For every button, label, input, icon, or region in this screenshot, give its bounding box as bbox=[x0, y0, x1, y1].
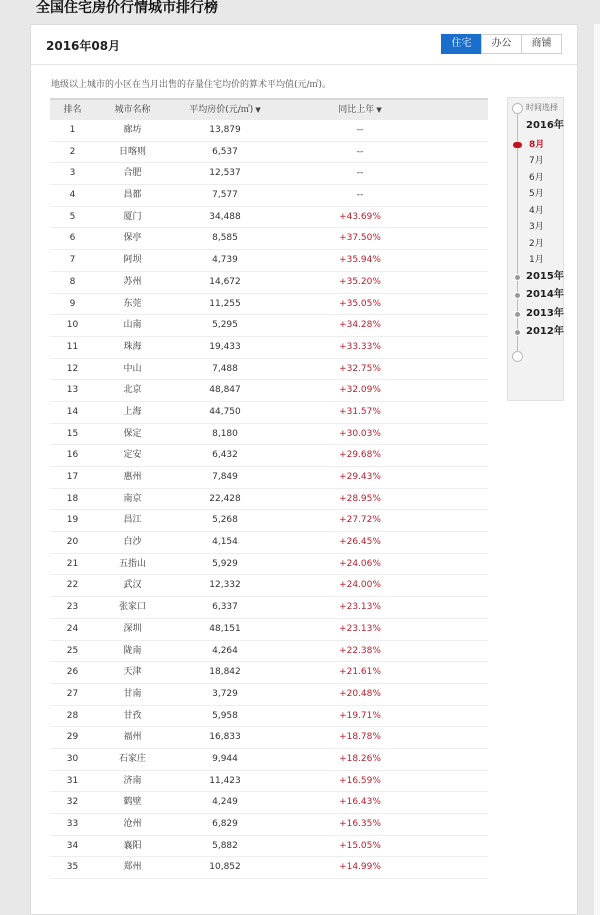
timeline-year[interactable] bbox=[508, 306, 565, 322]
timeline-month[interactable] bbox=[508, 170, 565, 186]
yoy-cell: +27.72% bbox=[339, 515, 381, 526]
timeline-label: 4月 bbox=[529, 205, 544, 216]
city-cell[interactable]: 保亭 bbox=[123, 233, 142, 244]
rank-cell: 20 bbox=[66, 537, 79, 548]
city-cell[interactable]: 甘南 bbox=[123, 688, 142, 699]
yoy-cell: +35.20% bbox=[339, 276, 381, 287]
price-cell: 7,577 bbox=[212, 190, 238, 201]
table-row bbox=[50, 554, 488, 576]
city-cell[interactable]: 郑州 bbox=[123, 862, 142, 873]
rank-cell: 21 bbox=[66, 558, 79, 569]
table-row bbox=[50, 228, 488, 250]
timeline-label: 1月 bbox=[529, 255, 544, 265]
table-row bbox=[50, 294, 488, 316]
price-cell: 16,833 bbox=[209, 732, 241, 743]
timeline-label: 8月 bbox=[529, 139, 545, 150]
timeline-label: 2013年 bbox=[526, 307, 564, 319]
price-cell: 14,672 bbox=[209, 276, 241, 287]
table-row bbox=[50, 185, 488, 207]
yoy-cell: +20.48% bbox=[339, 688, 381, 699]
city-cell[interactable]: 沧州 bbox=[123, 819, 142, 829]
description: 地级以上城市的小区在当月出售的存量住宅均价的算术平均值(元/㎡)。 bbox=[51, 80, 332, 90]
city-cell[interactable]: 厦门 bbox=[123, 211, 142, 222]
city-cell[interactable]: 天津 bbox=[123, 667, 142, 678]
price-cell: 7,849 bbox=[212, 472, 238, 482]
selected-marker-icon bbox=[513, 142, 522, 148]
header-price-label: 平均房价(元/㎡) bbox=[189, 105, 254, 115]
rank-cell: 7 bbox=[69, 255, 76, 266]
timeline-year[interactable] bbox=[508, 118, 565, 134]
table-header bbox=[50, 98, 488, 120]
time-selector-title: 时间选择 bbox=[526, 103, 558, 112]
table-row bbox=[50, 120, 488, 142]
table-row bbox=[50, 532, 488, 554]
rank-cell: 18 bbox=[66, 493, 79, 504]
table-row bbox=[50, 814, 488, 836]
city-cell[interactable]: 昌江 bbox=[123, 515, 142, 526]
rank-cell: 29 bbox=[66, 732, 79, 743]
table-row bbox=[50, 489, 488, 511]
timeline-month[interactable] bbox=[508, 153, 565, 169]
rank-cell: 15 bbox=[66, 428, 79, 439]
yoy-cell: +23.13% bbox=[339, 623, 381, 634]
yoy-cell: +43.69% bbox=[339, 211, 381, 222]
table-row bbox=[50, 424, 488, 446]
city-cell[interactable]: 昌都 bbox=[123, 190, 142, 201]
price-cell: 8,180 bbox=[212, 428, 238, 439]
yoy-cell: +37.50% bbox=[339, 233, 381, 244]
yoy-cell: +21.61% bbox=[339, 667, 381, 678]
rank-cell: 31 bbox=[66, 775, 79, 786]
rank-cell: 2 bbox=[69, 146, 76, 157]
rank-cell: 4 bbox=[69, 190, 76, 201]
yoy-cell: +35.94% bbox=[339, 255, 381, 266]
price-cell: 6,537 bbox=[212, 146, 238, 157]
price-cell: 34,488 bbox=[209, 211, 241, 222]
header-city: 城市名称 bbox=[114, 105, 151, 115]
rank-cell: 14 bbox=[66, 406, 79, 417]
rank-cell: 16 bbox=[66, 450, 79, 461]
price-cell: 48,847 bbox=[209, 385, 241, 396]
price-cell: 4,154 bbox=[212, 537, 238, 548]
timeline-year[interactable] bbox=[508, 269, 565, 285]
yoy-cell: -- bbox=[356, 125, 364, 135]
price-cell: 5,958 bbox=[212, 710, 238, 721]
yoy-cell: +30.03% bbox=[339, 428, 381, 439]
timeline-label: 2016年 bbox=[526, 120, 564, 131]
yoy-cell: +26.45% bbox=[339, 537, 381, 548]
rank-cell: 26 bbox=[66, 667, 79, 678]
rank-cell: 35 bbox=[66, 862, 79, 873]
yoy-cell: +32.75% bbox=[339, 363, 381, 374]
timeline-month[interactable] bbox=[508, 186, 565, 202]
price-cell: 12,332 bbox=[209, 580, 241, 591]
rank-cell: 17 bbox=[66, 472, 79, 482]
price-cell: 5,882 bbox=[212, 840, 238, 851]
yoy-cell: +24.00% bbox=[339, 580, 381, 591]
year-dot-icon bbox=[514, 292, 521, 299]
table-row bbox=[50, 771, 488, 793]
timeline-label: 2014年 bbox=[526, 289, 564, 300]
yoy-cell: +35.05% bbox=[339, 298, 381, 309]
table-row bbox=[50, 359, 488, 381]
price-cell: 4,739 bbox=[212, 255, 238, 266]
timeline-month[interactable] bbox=[508, 219, 565, 235]
timeline-label: 2015年 bbox=[526, 270, 564, 282]
table-row bbox=[50, 163, 488, 185]
rank-cell: 25 bbox=[66, 645, 79, 656]
yoy-cell: +29.43% bbox=[339, 472, 381, 482]
rank-cell: 12 bbox=[66, 363, 79, 374]
yoy-cell: +15.05% bbox=[339, 840, 381, 851]
timeline-label: 2012年 bbox=[526, 326, 564, 337]
price-cell: 13,879 bbox=[209, 125, 241, 135]
year-dot-icon bbox=[514, 311, 521, 318]
yoy-cell: +22.38% bbox=[339, 645, 381, 656]
city-cell[interactable]: 白沙 bbox=[123, 537, 142, 548]
table-row bbox=[50, 662, 488, 684]
tab-shop[interactable]: 商铺 bbox=[521, 34, 562, 54]
yoy-cell: +32.09% bbox=[339, 385, 381, 396]
table-row bbox=[50, 315, 488, 337]
table-row bbox=[50, 250, 488, 272]
table-row bbox=[50, 706, 488, 728]
rank-cell: 9 bbox=[69, 298, 76, 309]
timeline-label: 6月 bbox=[529, 172, 544, 183]
table-row bbox=[50, 337, 488, 359]
timeline-month[interactable] bbox=[508, 137, 565, 153]
panel-header bbox=[31, 25, 577, 65]
page-edge bbox=[594, 24, 600, 915]
table-body bbox=[50, 120, 488, 879]
table-row bbox=[50, 575, 488, 597]
city-cell[interactable]: 武汉 bbox=[123, 580, 142, 591]
rank-cell: 11 bbox=[66, 341, 79, 352]
date-title: 2016年08月 bbox=[46, 39, 121, 53]
price-cell: 4,264 bbox=[212, 645, 238, 656]
rank-cell: 27 bbox=[66, 688, 79, 699]
timeline-month[interactable] bbox=[508, 236, 565, 252]
yoy-cell: +16.43% bbox=[339, 797, 381, 808]
city-cell[interactable]: 日喀则 bbox=[118, 146, 146, 157]
yoy-cell: +19.71% bbox=[339, 710, 381, 721]
price-cell: 44,750 bbox=[209, 406, 241, 417]
timeline-end-dot bbox=[512, 351, 523, 362]
yoy-cell: -- bbox=[356, 168, 364, 179]
price-cell: 18,842 bbox=[209, 667, 241, 678]
yoy-cell: +16.59% bbox=[339, 775, 381, 786]
city-cell[interactable]: 珠海 bbox=[123, 341, 142, 352]
city-cell[interactable]: 五指山 bbox=[118, 558, 146, 569]
price-cell: 5,268 bbox=[212, 515, 238, 526]
city-cell[interactable]: 北京 bbox=[123, 385, 142, 396]
table-row bbox=[50, 727, 488, 749]
table-row bbox=[50, 380, 488, 402]
price-cell: 5,295 bbox=[212, 320, 238, 331]
city-cell[interactable]: 福州 bbox=[123, 732, 142, 743]
rank-cell: 8 bbox=[69, 276, 76, 287]
table-row bbox=[50, 597, 488, 619]
city-cell[interactable]: 石家庄 bbox=[118, 753, 146, 764]
timeline-start-dot bbox=[512, 103, 523, 114]
price-cell: 6,337 bbox=[212, 602, 238, 613]
yoy-cell: -- bbox=[356, 190, 364, 201]
header-yoy[interactable] bbox=[280, 100, 440, 120]
price-cell: 12,537 bbox=[209, 168, 241, 179]
time-selector bbox=[507, 97, 564, 401]
price-cell: 5,929 bbox=[212, 558, 238, 569]
timeline-year[interactable] bbox=[508, 287, 565, 303]
price-cell: 9,944 bbox=[212, 753, 238, 764]
yoy-cell: +24.06% bbox=[339, 558, 381, 569]
rank-cell: 24 bbox=[66, 623, 79, 634]
city-cell[interactable]: 上海 bbox=[123, 406, 142, 417]
yoy-cell: +31.57% bbox=[339, 406, 381, 417]
property-type-tabs bbox=[442, 34, 562, 54]
price-cell: 11,423 bbox=[209, 775, 241, 786]
city-cell[interactable]: 定安 bbox=[123, 450, 142, 461]
table-row bbox=[50, 510, 488, 532]
city-cell[interactable]: 南京 bbox=[123, 493, 142, 504]
price-cell: 22,428 bbox=[209, 493, 241, 504]
table-row bbox=[50, 641, 488, 663]
city-cell[interactable]: 张家口 bbox=[118, 602, 146, 613]
table-row bbox=[50, 619, 488, 641]
table-row bbox=[50, 402, 488, 424]
timeline-label: 3月 bbox=[529, 222, 544, 232]
city-cell[interactable]: 惠州 bbox=[123, 472, 142, 482]
city-cell[interactable]: 襄阳 bbox=[123, 840, 142, 851]
yoy-cell: +14.99% bbox=[339, 862, 381, 873]
price-cell: 6,829 bbox=[212, 819, 238, 829]
table-row bbox=[50, 445, 488, 467]
table-row bbox=[50, 272, 488, 294]
header-rank: 排名 bbox=[63, 105, 82, 115]
yoy-cell: -- bbox=[356, 146, 364, 157]
price-cell: 3,729 bbox=[212, 688, 238, 699]
table-row bbox=[50, 467, 488, 489]
timeline-label: 2月 bbox=[529, 238, 544, 249]
city-cell[interactable]: 济南 bbox=[123, 775, 142, 786]
table-row bbox=[50, 684, 488, 706]
city-cell[interactable]: 甘孜 bbox=[123, 710, 142, 721]
price-cell: 48,151 bbox=[209, 623, 241, 634]
city-cell[interactable]: 苏州 bbox=[123, 276, 142, 287]
header-price[interactable] bbox=[170, 100, 280, 120]
yoy-cell: +28.95% bbox=[339, 493, 381, 504]
year-dot-icon bbox=[514, 329, 521, 336]
yoy-cell: +18.78% bbox=[339, 732, 381, 743]
table-row bbox=[50, 207, 488, 229]
table-row bbox=[50, 792, 488, 814]
price-cell: 19,433 bbox=[209, 341, 241, 352]
city-cell[interactable]: 陇南 bbox=[123, 645, 142, 656]
table-row bbox=[50, 857, 488, 879]
rank-cell: 33 bbox=[66, 819, 79, 829]
table-row bbox=[50, 749, 488, 771]
page-title: 全国住宅房价行情城市排行榜 bbox=[36, 0, 218, 16]
price-cell: 10,852 bbox=[209, 862, 241, 873]
ranking-panel bbox=[30, 24, 578, 915]
rank-cell: 10 bbox=[66, 320, 79, 331]
timeline-month[interactable] bbox=[508, 203, 565, 219]
city-cell[interactable]: 中山 bbox=[123, 363, 142, 374]
rank-cell: 1 bbox=[69, 125, 76, 135]
yoy-cell: +18.26% bbox=[339, 753, 381, 764]
rank-cell: 28 bbox=[66, 710, 79, 721]
table-row bbox=[50, 836, 488, 858]
price-cell: 11,255 bbox=[209, 298, 241, 309]
price-cell: 7,488 bbox=[212, 363, 238, 374]
yoy-cell: +23.13% bbox=[339, 602, 381, 613]
timeline-month[interactable] bbox=[508, 252, 565, 268]
rank-cell: 34 bbox=[66, 840, 79, 851]
rank-cell: 22 bbox=[66, 580, 79, 591]
yoy-cell: +33.33% bbox=[339, 341, 381, 352]
year-dot-icon bbox=[514, 274, 521, 281]
city-cell[interactable]: 东莞 bbox=[123, 298, 142, 309]
city-cell[interactable]: 合肥 bbox=[123, 168, 142, 179]
rank-cell: 13 bbox=[66, 385, 79, 396]
rank-cell: 19 bbox=[66, 515, 79, 526]
rank-cell: 30 bbox=[66, 753, 79, 764]
timeline-year[interactable] bbox=[508, 324, 565, 340]
header-yoy-label: 同比上年 bbox=[338, 105, 375, 115]
table-row bbox=[50, 142, 488, 164]
rank-cell: 23 bbox=[66, 602, 79, 613]
rank-cell: 6 bbox=[69, 233, 76, 244]
tab-residential[interactable]: 住宅 bbox=[441, 34, 482, 54]
city-cell[interactable]: 保定 bbox=[123, 428, 142, 439]
yoy-cell: +34.28% bbox=[339, 320, 381, 331]
city-cell[interactable]: 山南 bbox=[123, 320, 142, 331]
yoy-cell: +29.68% bbox=[339, 450, 381, 461]
rank-cell: 32 bbox=[66, 797, 79, 808]
caret-down-icon: ▼ bbox=[255, 106, 261, 114]
price-cell: 6,432 bbox=[212, 450, 238, 461]
price-cell: 8,585 bbox=[212, 233, 238, 244]
city-cell[interactable]: 廊坊 bbox=[123, 125, 142, 135]
rank-cell: 5 bbox=[69, 211, 76, 222]
city-cell[interactable]: 鹤壁 bbox=[123, 797, 142, 808]
rank-cell: 3 bbox=[69, 168, 76, 179]
city-cell[interactable]: 阿坝 bbox=[123, 255, 142, 266]
ranking-table bbox=[50, 98, 488, 879]
yoy-cell: +16.35% bbox=[339, 819, 381, 829]
city-cell[interactable]: 深圳 bbox=[123, 623, 142, 634]
tab-office[interactable]: 办公 bbox=[481, 34, 522, 54]
price-cell: 4,249 bbox=[212, 797, 238, 808]
caret-down-icon: ▼ bbox=[376, 106, 382, 114]
timeline-label: 7月 bbox=[529, 156, 544, 166]
timeline-label: 5月 bbox=[529, 189, 544, 199]
